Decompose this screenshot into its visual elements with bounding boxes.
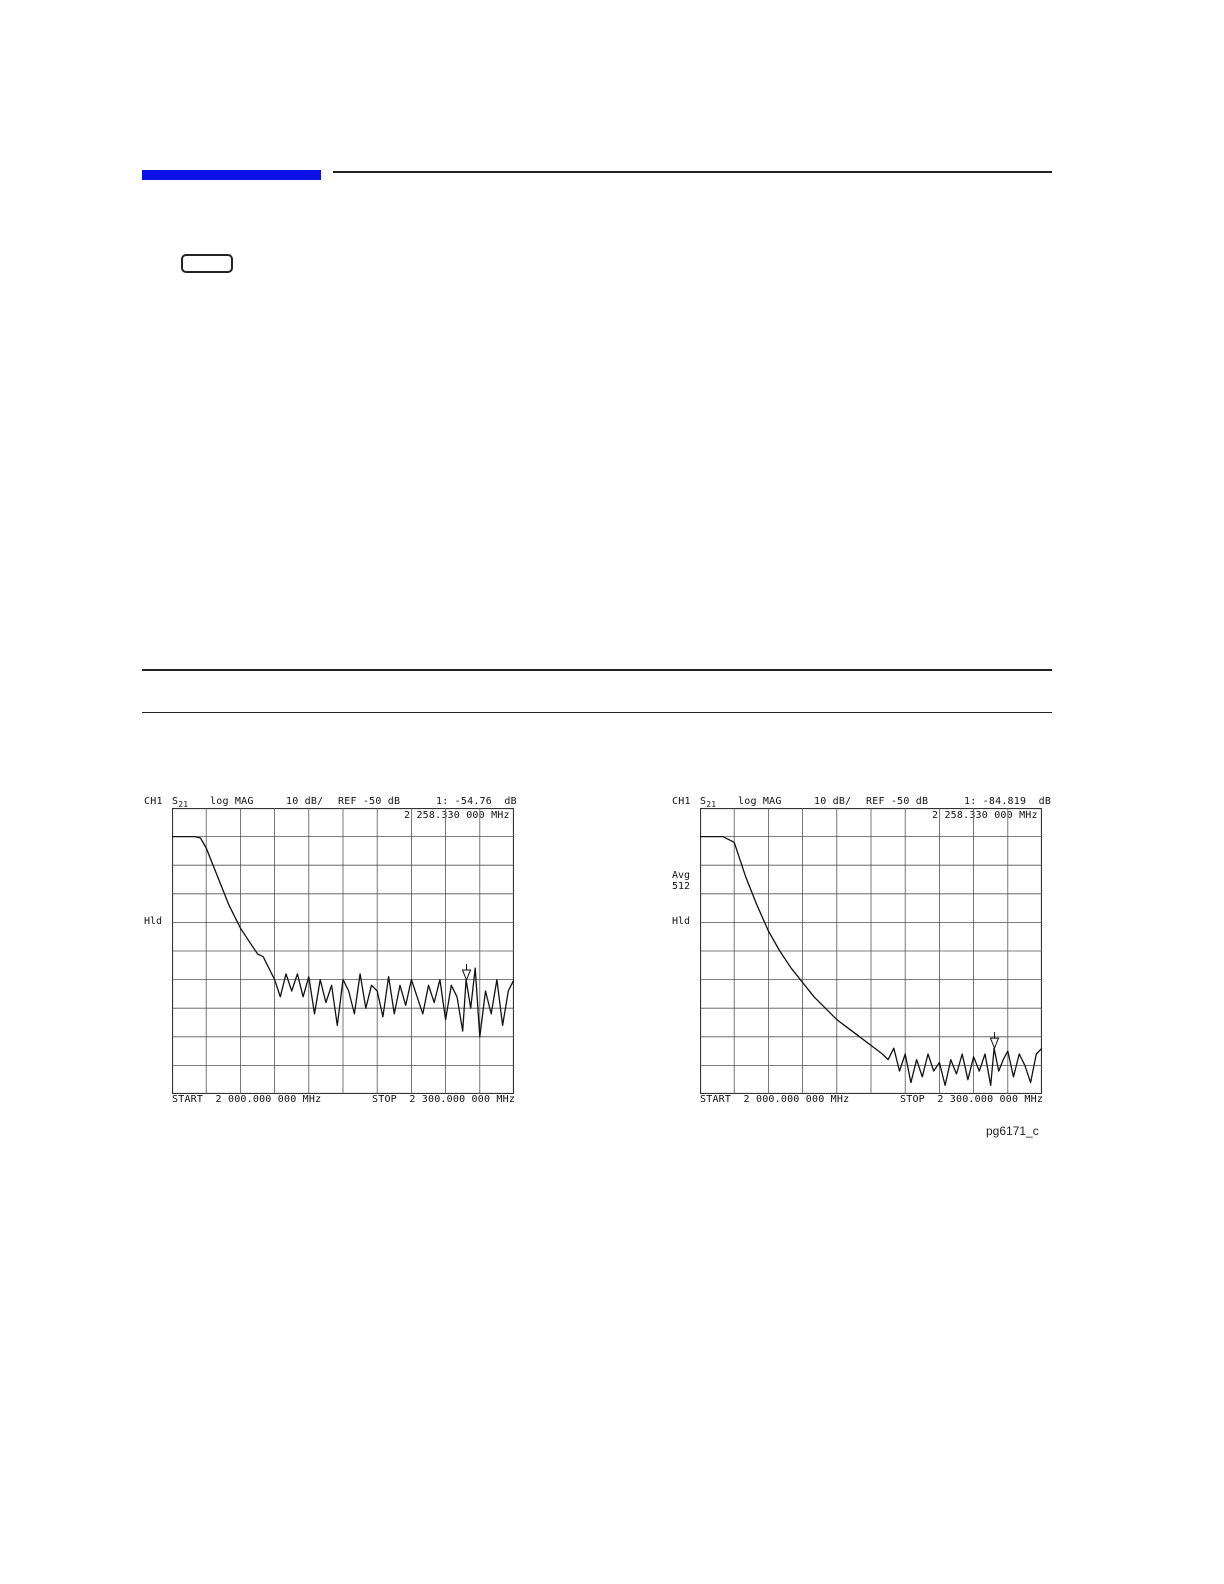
reference-label: REF -50 dB bbox=[338, 796, 401, 807]
hold-annotation: Hld bbox=[144, 916, 163, 927]
hardkey-outline-icon bbox=[181, 254, 233, 273]
format-label: log MAG bbox=[738, 796, 782, 807]
channel-label: CH1 bbox=[144, 796, 163, 807]
scale-label: 10 dB/ bbox=[814, 796, 852, 807]
figure-title-rule bbox=[142, 712, 1052, 713]
trace-plot-area bbox=[172, 808, 514, 1094]
marker-readout: 1: -54.76 dB bbox=[436, 796, 517, 807]
header-rule bbox=[333, 171, 1052, 173]
averaging-annotation: Avg 512 bbox=[672, 870, 691, 892]
section-accent-bar bbox=[142, 170, 321, 180]
trace-plot-area bbox=[700, 808, 1042, 1094]
hold-annotation: Hld bbox=[672, 916, 691, 927]
marker-triangle-icon bbox=[990, 1038, 998, 1048]
channel-label: CH1 bbox=[672, 796, 691, 807]
parameter-main: S bbox=[700, 796, 707, 807]
start-frequency: START 2 000.000 000 MHz bbox=[700, 1094, 850, 1105]
marker-triangle-icon bbox=[462, 970, 470, 980]
parameter-sub: 21 bbox=[178, 800, 189, 809]
parameter-main: S bbox=[172, 796, 179, 807]
reference-label: REF -50 dB bbox=[866, 796, 929, 807]
stop-frequency: STOP 2 300.000 000 MHz bbox=[900, 1094, 1044, 1105]
figure-top-rule bbox=[142, 669, 1052, 671]
scale-label: 10 dB/ bbox=[286, 796, 324, 807]
analyzer-plot-left bbox=[140, 790, 520, 1110]
marker-readout: 1: -84.819 dB bbox=[964, 796, 1052, 807]
marker-frequency: 2 258.330 000 MHz bbox=[932, 810, 1038, 821]
analyzer-plot-right bbox=[668, 790, 1052, 1110]
start-frequency: START 2 000.000 000 MHz bbox=[172, 1094, 322, 1105]
format-label: log MAG bbox=[210, 796, 254, 807]
stop-frequency: STOP 2 300.000 000 MHz bbox=[372, 1094, 516, 1105]
marker-frequency: 2 258.330 000 MHz bbox=[404, 810, 510, 821]
figure-id-label: pg6171_c bbox=[986, 1124, 1039, 1138]
parameter-sub: 21 bbox=[706, 800, 717, 809]
